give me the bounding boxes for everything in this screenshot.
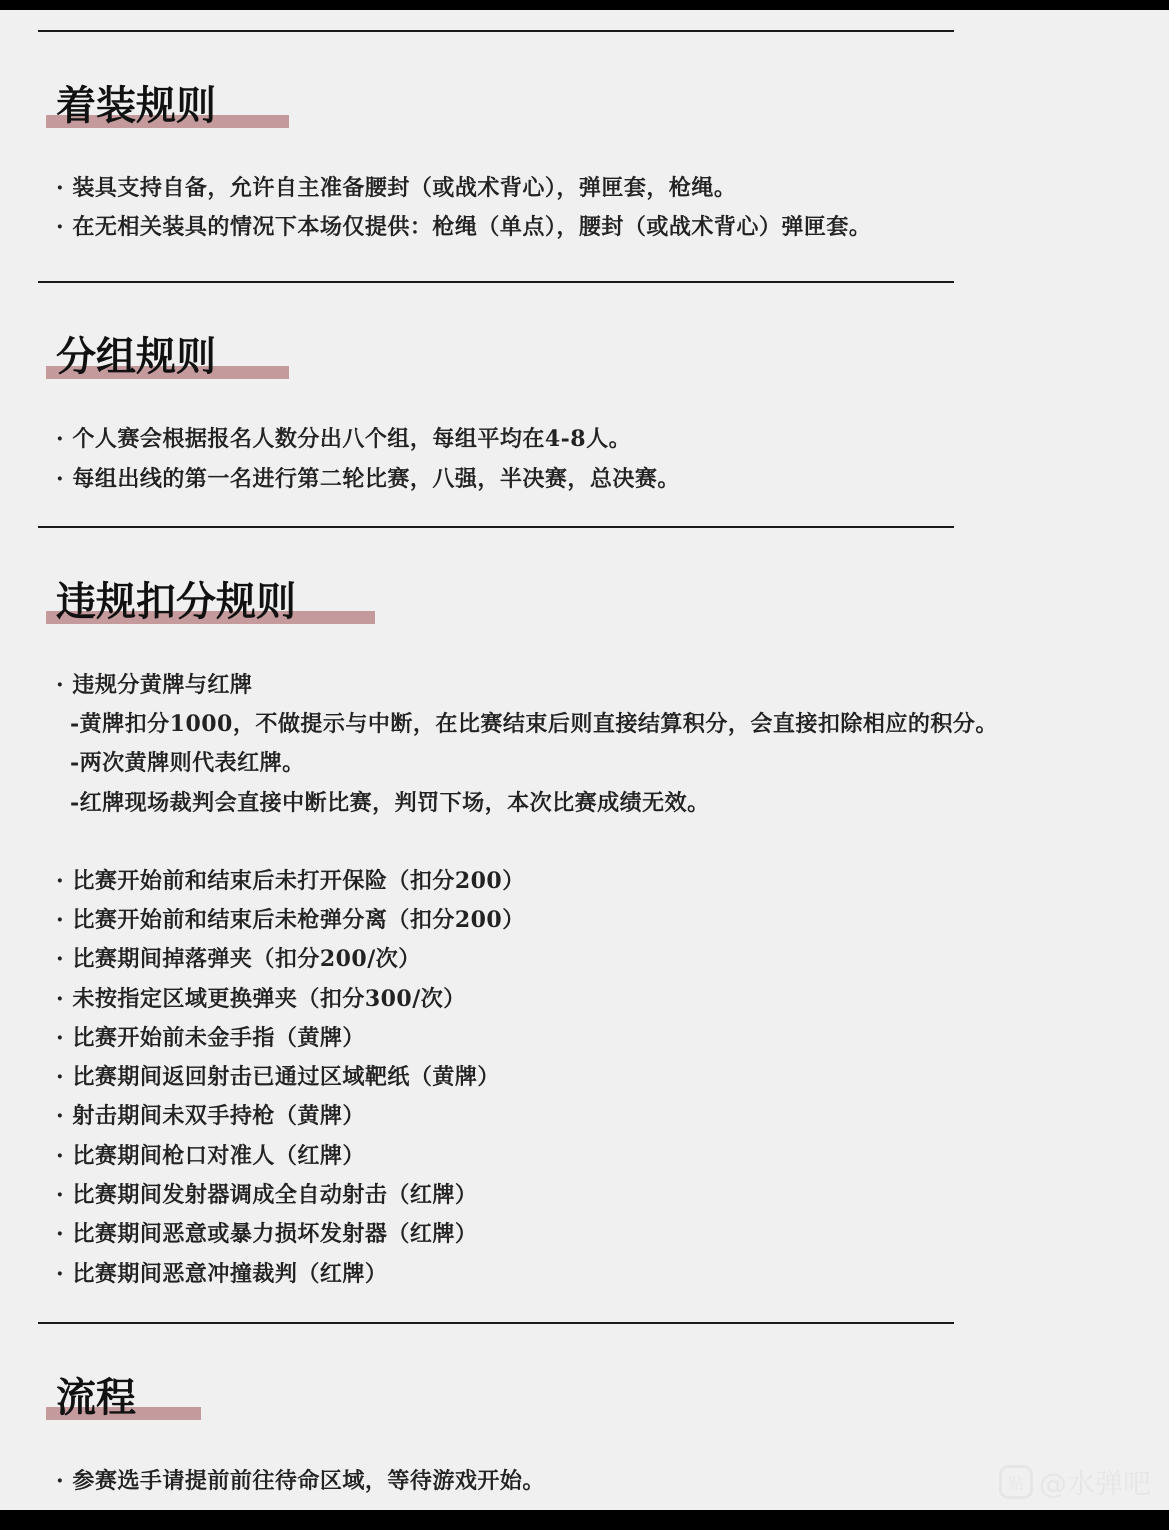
section-title: 违规扣分规则 (56, 578, 296, 625)
section-divider (38, 1322, 954, 1324)
rule-line: · 比赛开始前未金手指（黄牌） (56, 1025, 365, 1051)
section-heading (46, 319, 289, 379)
rule-line: · 比赛期间发射器调成全自动射击（红牌） (56, 1182, 478, 1208)
rule-subline: -两次黄牌则代表红牌。 (70, 750, 305, 776)
rule-line: · 比赛期间恶意或暴力损坏发射器（红牌） (56, 1221, 478, 1247)
rule-line: · 违规分黄牌与红牌 (56, 672, 253, 698)
rule-line: · 比赛开始前和结束后未枪弹分离（扣分200） (56, 907, 525, 933)
rule-line: · 在无相关装具的情况下本场仅提供：枪绳（单点），腰封（或战术背心）弹匣套。 (56, 214, 872, 240)
rule-line: · 比赛期间返回射击已通过区域靶纸（黄牌） (56, 1064, 500, 1090)
rule-line: · 装具支持自备，允许自主准备腰封（或战术背心），弹匣套，枪绳。 (56, 175, 737, 201)
section-title: 流程 (56, 1374, 136, 1421)
watermark-text: @水弹吧 (1038, 1467, 1151, 1500)
section-divider (38, 526, 954, 528)
rule-line: · 个人赛会根据报名人数分出八个组，每组平均在4-8人。 (56, 426, 632, 452)
watermark (999, 1462, 1151, 1502)
section-divider (38, 30, 954, 32)
document-page (0, 10, 1169, 1510)
section-title: 分组规则 (56, 333, 216, 380)
rule-line: · 射击期间未双手持枪（黄牌） (56, 1103, 365, 1129)
rule-subline: -红牌现场裁判会直接中断比赛，判罚下场，本次比赛成绩无效。 (70, 790, 710, 816)
rule-line: · 比赛期间枪口对准人（红牌） (56, 1143, 365, 1169)
rule-subline: -黄牌扣分1000，不做提示与中断，在比赛结束后则直接结算积分，会直接扣除相应的积分。 (70, 711, 998, 737)
rule-line: · 比赛期间恶意冲撞裁判（红牌） (56, 1261, 388, 1287)
rule-line: · 比赛期间掉落弹夹（扣分200/次） (56, 946, 421, 972)
section-divider (38, 281, 954, 283)
section-heading (46, 1360, 201, 1420)
rule-line: · 比赛开始前和结束后未打开保险（扣分200） (56, 868, 525, 894)
tieba-paw-icon: 贴 (999, 1465, 1033, 1499)
rule-line: · 参赛选手请提前前往待命区域，等待游戏开始。 (56, 1468, 545, 1494)
section-title: 着装规则 (56, 82, 216, 129)
rule-line: · 每组出线的第一名进行第二轮比赛，八强，半决赛，总决赛。 (56, 466, 680, 492)
section-heading (46, 68, 289, 128)
rule-line: · 未按指定区域更换弹夹（扣分300/次） (56, 986, 466, 1012)
section-heading (46, 564, 375, 624)
